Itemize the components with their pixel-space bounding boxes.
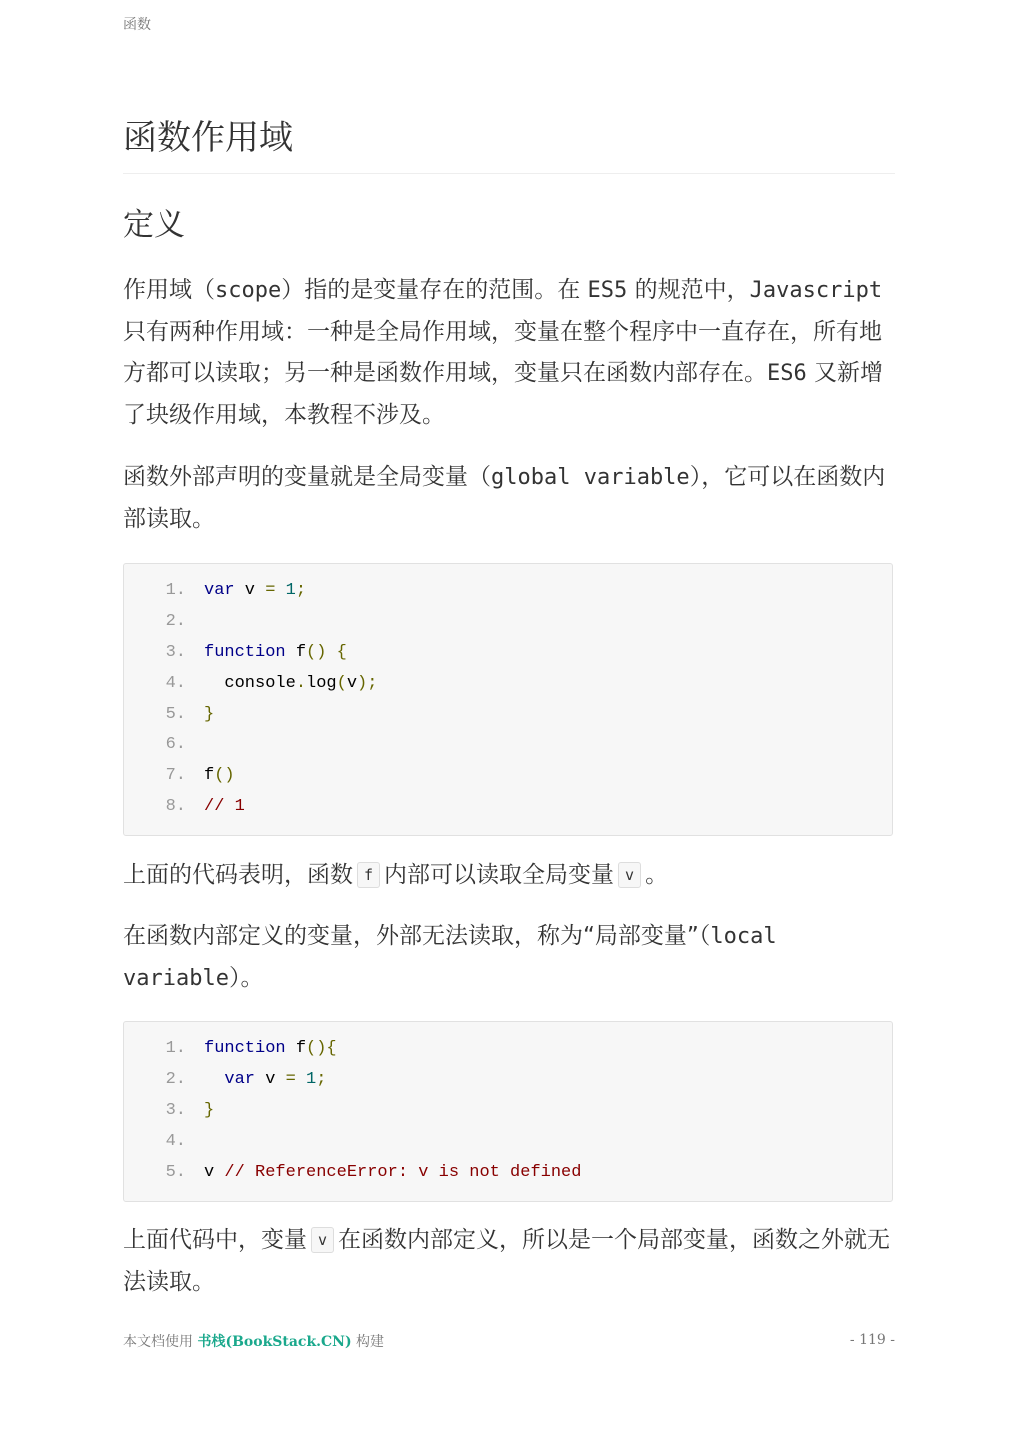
- code-token: v: [255, 1069, 286, 1089]
- text: 在函数内部定义的变量，外部无法读取，称为“局部变量”（: [123, 923, 711, 949]
- line-number: 6.: [165, 735, 186, 755]
- code-line: [124, 792, 892, 823]
- code-token: [296, 1070, 306, 1089]
- text: 上面的代码表明，函数: [123, 862, 353, 888]
- code-block-local: [123, 1021, 893, 1202]
- code-token: // 1: [204, 797, 245, 817]
- code-token: );: [357, 673, 378, 693]
- line-number: 5.: [165, 1162, 186, 1182]
- code-text: [186, 669, 377, 700]
- text: ）指的是变量存在的范围。在: [281, 277, 588, 303]
- code-token: 1: [306, 1069, 317, 1089]
- code-line: [124, 638, 892, 669]
- code-token: (): [306, 642, 327, 662]
- code-text: [186, 1065, 326, 1096]
- code-line: [124, 607, 892, 638]
- code-token: // ReferenceError: v is not defined: [224, 1162, 582, 1182]
- code-token: [204, 1070, 224, 1089]
- code-token: function: [204, 1039, 286, 1058]
- running-header: 函数: [123, 17, 151, 33]
- text: 的规范中，: [627, 277, 750, 303]
- code-token: f: [285, 1039, 307, 1058]
- code-token: .: [295, 673, 307, 693]
- code-line: [124, 1127, 892, 1158]
- paragraph-global-variable: [123, 457, 895, 540]
- code-text: [186, 730, 204, 761]
- code-token: {: [336, 642, 347, 662]
- code-line: [124, 1096, 892, 1127]
- code-token: (: [336, 673, 347, 693]
- code-text: [186, 792, 245, 823]
- code-text: [186, 1034, 337, 1065]
- code-token: f: [285, 642, 307, 662]
- code-text: [186, 1158, 581, 1189]
- text: ）。: [228, 964, 264, 991]
- code-block-global: [123, 563, 893, 836]
- footer-prefix: 本文档使用: [123, 1334, 198, 1350]
- paragraph-local-variable: [123, 916, 895, 999]
- code-token: }: [204, 704, 215, 724]
- code-line: [124, 761, 892, 792]
- code-line: [124, 1158, 892, 1189]
- code-text: [186, 1127, 204, 1158]
- footer-suffix: 构建: [351, 1334, 385, 1350]
- code-token: v: [234, 581, 266, 600]
- inline-code: v: [311, 1227, 334, 1253]
- code-text: [186, 761, 235, 792]
- code-token: v: [204, 1162, 225, 1182]
- code-token: ;: [295, 581, 307, 600]
- code-token: function: [204, 642, 286, 662]
- code-token: =: [265, 581, 276, 600]
- line-number: 3.: [165, 1100, 186, 1120]
- code-token: console: [204, 673, 296, 693]
- code-token: var: [204, 581, 235, 600]
- line-number: 1.: [165, 1039, 186, 1058]
- code-token: 1: [285, 581, 296, 600]
- code-line: [124, 576, 892, 607]
- line-number: 2.: [165, 611, 186, 631]
- code-term: global variable: [491, 465, 690, 490]
- footer-brand-link[interactable]: 书栈(BookStack.CN): [197, 1334, 352, 1350]
- footer-credit: [123, 1331, 384, 1351]
- code-token: [275, 581, 285, 600]
- text: 又新增了块级作用域，本教程不涉及。: [123, 360, 884, 428]
- code-token: (): [214, 766, 235, 786]
- code-line: [124, 669, 892, 700]
- code-term: ES6: [767, 361, 807, 386]
- code-token: v: [346, 673, 358, 693]
- inline-code: f: [357, 862, 380, 888]
- code-token: }: [204, 1100, 215, 1120]
- text: 只有两种作用域：一种是全局作用域，变量在整个程序中一直存在，所有地方都可以读取；另一种是函数作用域，变量只在函数内部存在。: [123, 318, 882, 386]
- code-term: ES5: [587, 278, 628, 303]
- code-token: =: [285, 1069, 296, 1089]
- code-term: Javascript: [749, 278, 883, 303]
- code-token: [326, 643, 336, 662]
- code-token: (){: [306, 1039, 337, 1058]
- code-text: [186, 576, 306, 607]
- line-number: 5.: [165, 704, 186, 724]
- code-line: [124, 730, 892, 761]
- text: 上面代码中，变量: [123, 1227, 307, 1253]
- text: ），它可以在函数内部读取。: [123, 464, 886, 532]
- paragraph-scope-definition: [123, 270, 895, 436]
- code-line: [124, 1034, 892, 1065]
- section-title: 函数作用域: [123, 116, 895, 174]
- section-subtitle: 定义: [123, 207, 185, 243]
- line-number: 7.: [165, 766, 186, 786]
- code-term: scope: [215, 278, 282, 303]
- text: 函数外部声明的变量就是全局变量（: [123, 464, 491, 490]
- line-number: 3.: [165, 642, 186, 662]
- line-number: 8.: [165, 797, 186, 817]
- line-number: 4.: [165, 673, 186, 693]
- text: 在函数内部定义，所以是一个局部变量，函数之外就无法读取。: [123, 1227, 891, 1295]
- text: 作用域（: [123, 277, 215, 303]
- page-number: - 119 -: [849, 1332, 895, 1348]
- paragraph-global-explanation: [123, 855, 895, 897]
- line-number: 2.: [165, 1069, 186, 1089]
- code-text: [186, 638, 347, 669]
- paragraph-local-explanation: [123, 1220, 895, 1303]
- code-token: ;: [316, 1069, 327, 1089]
- text: 。: [645, 862, 669, 888]
- line-number: 4.: [165, 1131, 186, 1151]
- code-token: log: [306, 673, 337, 693]
- line-number: 1.: [165, 581, 186, 600]
- code-token: var: [224, 1069, 256, 1089]
- code-line: [124, 1065, 892, 1096]
- code-text: [186, 607, 204, 638]
- code-text: [186, 1096, 214, 1127]
- inline-code: v: [618, 862, 641, 888]
- text: 内部可以读取全局变量: [384, 862, 615, 888]
- code-line: [124, 700, 892, 731]
- code-token: f: [204, 766, 215, 786]
- code-term: local variable: [123, 924, 777, 991]
- code-text: [186, 700, 214, 731]
